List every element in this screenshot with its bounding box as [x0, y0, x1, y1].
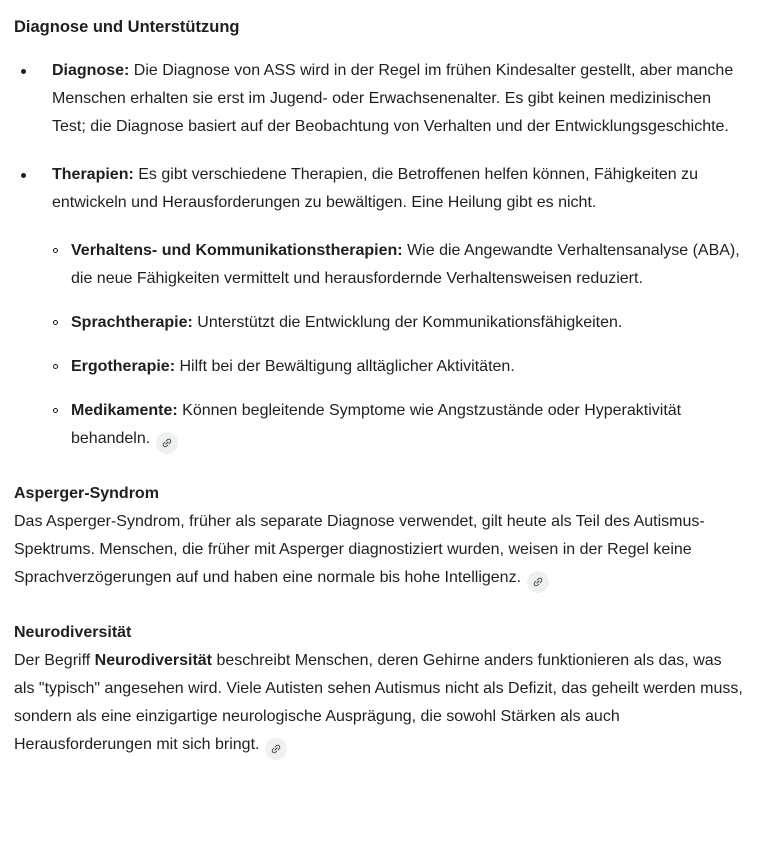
section-heading-asperger: Asperger-Syndrom [14, 485, 159, 502]
bullet-text-diagnose: Die Diagnose von ASS wird in der Regel im frühen Kindesalter gestellt, aber manche Menschen erhalten sie erst im Jugend- oder Erwachsenenalter. Es gibt keinen medizinischen Test; die Diagnose basiert auf der Beobachtung von Verhalten und der Entwicklungsgeschichte. [52, 62, 734, 135]
list-item-medikamente [52, 397, 745, 454]
section-heading-diagnose-und-unterstuetzung: Diagnose und Unterstützung [14, 18, 240, 36]
source-link-icon[interactable] [265, 738, 287, 760]
list-item-text [52, 57, 745, 141]
paragraph-asperger [14, 508, 745, 593]
sub-bullet-text-verhaltenstherapien: Wie die Angewandte Verhaltensanalyse (ABA), die neue Fähigkeiten vermittelt und herausfordernde Verhaltensweisen reduziert. [71, 242, 740, 287]
sub-bullet-list [52, 237, 745, 454]
list-item-diagnose [14, 57, 745, 141]
source-link-icon[interactable] [527, 571, 549, 593]
bullet-text-therapien: Es gibt verschiedene Therapien, die Betroffenen helfen können, Fähigkeiten zu entwickeln und Herausforderungen zu bewältigen. Eine Heilung gibt es nicht. [52, 166, 699, 211]
sub-bullet-text-medikamente: Können begleitende Symptome wie Angstzustände oder Hyperaktivität behandeln. [71, 402, 682, 447]
source-link-icon[interactable] [156, 432, 178, 454]
bullet-circle-icon [53, 364, 58, 369]
list-item-therapien [14, 161, 745, 454]
section-heading-neurodiversitaet: Neurodiversität [14, 624, 132, 641]
paragraph-asperger-text: Das Asperger-Syndrom, früher als separate Diagnose verwendet, gilt heute als Teil des Autismus-Spektrums. Menschen, die früher mit Asperger diagnostiziert wurden, weisen in der Regel keine Sprachverzögerungen auf und haben eine normale bis hohe Intelligenz. [14, 513, 705, 586]
bullet-label-diagnose: Diagnose: [52, 62, 130, 79]
list-item-ergotherapie [52, 353, 745, 381]
list-item-verhaltenstherapien [52, 237, 745, 293]
list-item-text [52, 161, 745, 454]
bullet-list [14, 57, 745, 454]
sub-bullet-text-sprachtherapie: Unterstützt die Entwicklung der Kommunikationsfähigkeiten. [197, 314, 623, 331]
bullet-label-therapien: Therapien: [52, 166, 134, 183]
bullet-dot-icon [21, 173, 26, 178]
section-neurodiversitaet [14, 619, 745, 760]
sub-bullet-label-ergotherapie: Ergotherapie: [71, 358, 176, 375]
paragraph-neuro-bold-term: Neurodiversität [94, 652, 213, 669]
bullet-circle-icon [53, 320, 58, 325]
sub-bullet-label-medikamente: Medikamente: [71, 402, 178, 419]
sub-bullet-label-sprachtherapie: Sprachtherapie: [71, 314, 193, 331]
paragraph-neuro-rest: beschreibt Menschen, deren Gehirne anders funktionieren als das, was als "typisch" angesehen wird. Viele Autisten sehen Autismus nicht als Defizit, das geheilt werden muss, sondern als eine einzigartige neurologische Ausprägung, die sowohl Stärken als auch Herausforderungen mit sich bringt. [14, 652, 743, 753]
bullet-circle-icon [53, 248, 58, 253]
list-item-sprachtherapie [52, 309, 745, 337]
bullet-dot-icon [21, 69, 26, 74]
bullet-circle-icon [53, 408, 58, 413]
paragraph-neuro-lead: Der Begriff [14, 652, 91, 669]
sub-bullet-text-ergotherapie: Hilft bei der Bewältigung alltäglicher Aktivitäten. [179, 358, 515, 375]
section-asperger [14, 480, 745, 593]
paragraph-neurodiversitaet [14, 647, 745, 760]
sub-bullet-label-verhaltenstherapien: Verhaltens- und Kommunikationstherapien: [71, 242, 403, 259]
